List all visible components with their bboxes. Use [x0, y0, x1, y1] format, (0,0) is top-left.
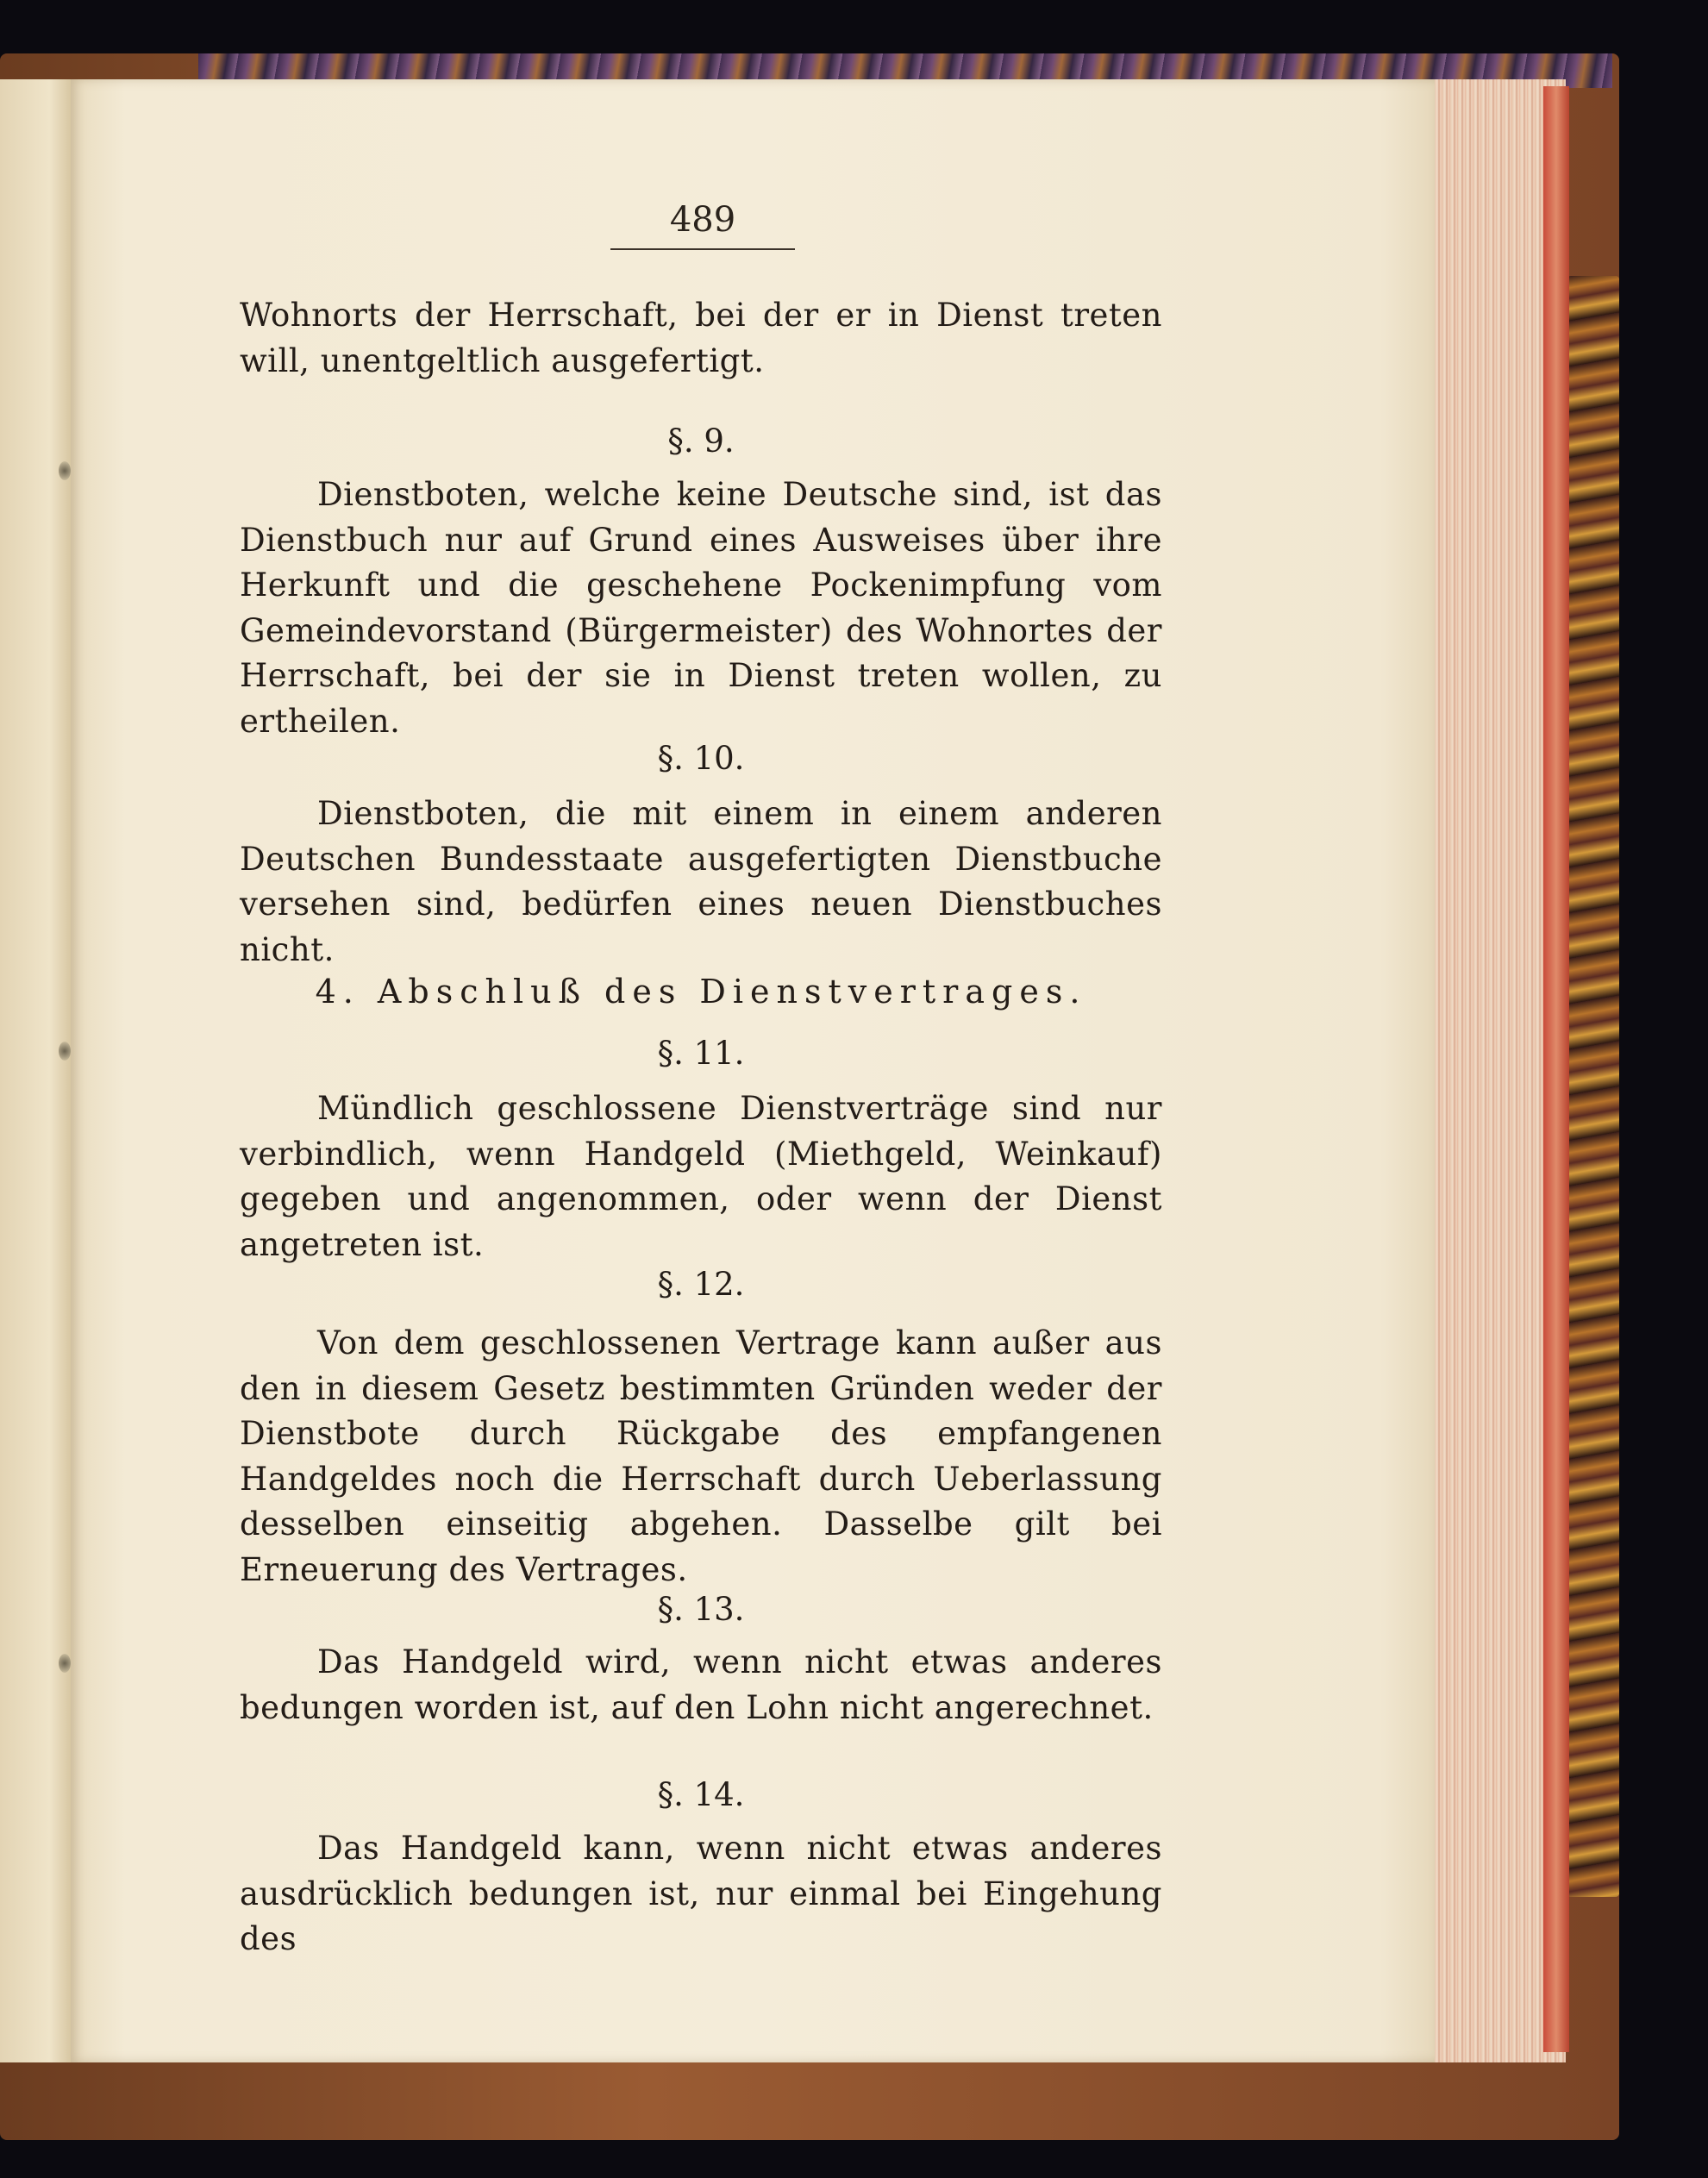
paragraph-continuation: Wohnorts der Herrschaft, bei der er in Dienst treten will, unentgeltlich ausgefertigt. [240, 297, 1162, 379]
marbled-cover-right [1567, 276, 1619, 1897]
binding-stitch [59, 461, 71, 480]
paragraph-9: Dienstboten, welche keine Deutsche sind, ist das Dienstbuch nur auf Grund eines Ausweises über ihre Herkunft und die geschehene Pockenimpfung vom Gemeindevorstand (Bürgermeister) des Wohnortes der Herrschaft, bei der sie in Dienst treten wollen, zu ertheilen. [240, 476, 1162, 740]
red-page-edge [1543, 86, 1569, 2052]
section-heading-13: §. 13. [657, 1591, 745, 1628]
paragraph-11: Mündlich geschlossene Dienstverträge sind nur verbindlich, wenn Handgeld (Miethgeld, Weinkauf) gegeben und angenommen, oder wenn der Dienst angetreten ist. [240, 1090, 1162, 1263]
paragraph-12: Von dem geschlossenen Vertrage kann außer aus den in diesem Gesetz bestimmten Gründen weder der Dienstbote durch Rückgabe des empfangenen Handgeldes noch die Herrschaft durch Ueberlassung desselben einseitig abgehen. Dasselbe gilt bei Erneuerung des Vertrages. [240, 1324, 1162, 1588]
section-heading-12: §. 12. [657, 1266, 745, 1303]
section-heading-14: §. 14. [657, 1776, 745, 1813]
paragraph-10: Dienstboten, die mit einem in einem anderen Deutschen Bundesstaate ausgefertigten Dienstbuche versehen sind, bedürfen eines neuen Dienstbuches nicht. [240, 795, 1162, 968]
section-heading-11: §. 11. [657, 1035, 745, 1072]
section-heading-10: §. 10. [657, 740, 745, 777]
chapter-title: 4. Abschluß des Dienstvertrages. [315, 973, 1087, 1011]
paragraph-14: Das Handgeld kann, wenn nicht etwas anderes ausdrücklich bedungen ist, nur einmal bei Eingehung des [240, 1830, 1162, 1957]
section-heading-9: §. 9. [667, 422, 735, 460]
facing-page-edge [0, 79, 71, 2062]
paragraph-13: Das Handgeld wird, wenn nicht etwas anderes bedungen worden ist, auf den Lohn nicht angerechnet. [240, 1643, 1162, 1726]
binding-stitch [59, 1654, 71, 1673]
binding-stitch [59, 1042, 71, 1061]
header-rule [610, 248, 795, 250]
page-number: 489 [669, 200, 736, 240]
